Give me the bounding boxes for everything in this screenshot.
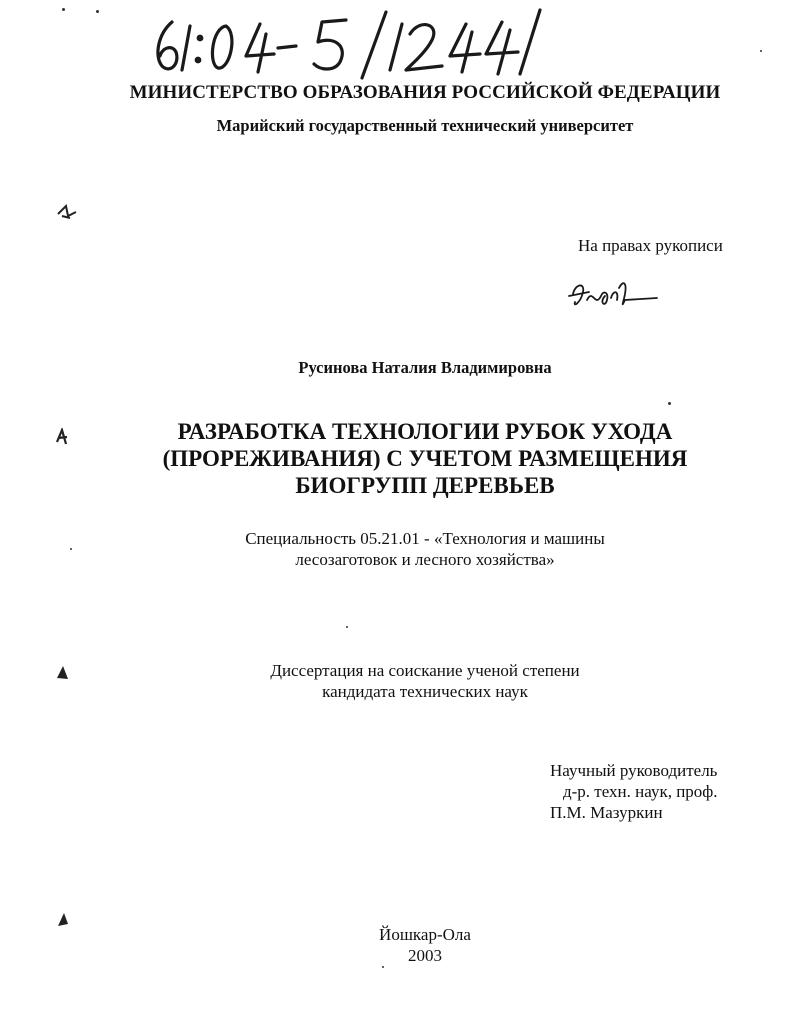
scientific-advisor-block (550, 760, 718, 823)
scan-speck (62, 8, 65, 11)
city-name: Йошкар-Ола (379, 925, 471, 944)
scan-speck (346, 626, 348, 628)
title-line-2: (ПРОРЕЖИВАНИЯ) С УЧЕТОМ РАЗМЕЩЕНИЯ (162, 446, 688, 471)
handwritten-archive-code (150, 4, 550, 82)
advisor-label: Научный руководитель (550, 761, 718, 780)
scan-speck (96, 10, 99, 13)
manuscript-rights-note: На правах рукописи (578, 236, 723, 255)
author-name: Русинова Наталия Владимировна (298, 358, 552, 377)
specialty-line-1: Специальность 05.21.01 - «Технология и машины (245, 529, 605, 548)
place-and-year (0, 924, 799, 966)
specialty-block (0, 528, 799, 570)
title-line-1: РАЗРАБОТКА ТЕХНОЛОГИИ РУБОК УХОДА (177, 419, 673, 444)
advisor-degree: д-р. техн. наук, проф. (563, 782, 718, 801)
specialty-line-2: лесозаготовок и лесного хозяйства» (295, 550, 555, 569)
dissertation-title (0, 418, 799, 499)
publication-year: 2003 (408, 946, 442, 965)
degree-statement (0, 660, 799, 702)
degree-line-2: кандидата технических наук (322, 682, 528, 701)
scan-speck (760, 50, 762, 52)
author-signature (565, 278, 665, 318)
advisor-name: П.М. Мазуркин (550, 803, 663, 822)
margin-scan-mark-1 (56, 204, 78, 220)
scan-speck (668, 402, 671, 405)
degree-line-1: Диссертация на соискание ученой степени (270, 661, 580, 680)
scan-speck (382, 966, 384, 968)
title-line-3: БИОГРУПП ДЕРЕВЬЕВ (295, 473, 555, 498)
university-name: Марийский государственный технический университет (216, 116, 634, 135)
handwritten-code-drawing (150, 4, 550, 82)
ministry-heading: МИНИСТЕРСТВО ОБРАЗОВАНИЯ РОССИЙСКОЙ ФЕДЕРАЦИИ (129, 82, 721, 103)
